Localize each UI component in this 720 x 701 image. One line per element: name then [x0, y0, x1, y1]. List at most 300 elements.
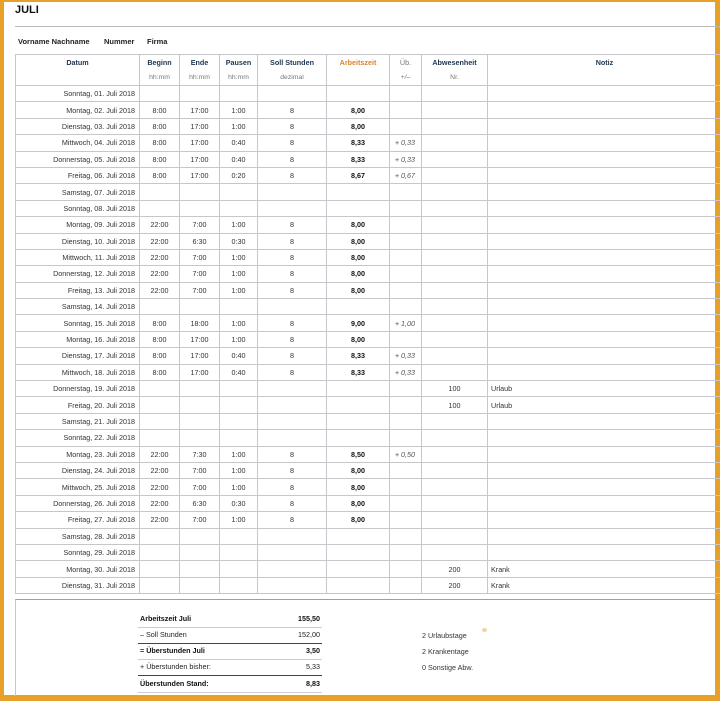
col-header-ub: Üb.	[390, 55, 422, 71]
cell-az: 8,00	[327, 249, 390, 265]
table-row	[16, 397, 720, 413]
cell-nr	[422, 151, 488, 167]
cell-soll	[258, 561, 327, 577]
cell-date: Sonntag, 01. Juli 2018	[16, 86, 140, 102]
cell-note	[488, 118, 720, 134]
cell-ub	[390, 102, 422, 118]
subheader-datum	[16, 70, 140, 86]
cell-soll	[258, 430, 327, 446]
cell-soll	[258, 381, 327, 397]
cell-az	[327, 544, 390, 560]
cell-note	[488, 364, 720, 380]
cell-ub	[390, 249, 422, 265]
cell-pause	[220, 577, 258, 593]
cell-pause: 1:00	[220, 479, 258, 495]
cell-begin: 8:00	[140, 331, 180, 347]
table-row	[16, 331, 720, 347]
cell-date: Montag, 16. Juli 2018	[16, 331, 140, 347]
cell-end: 17:00	[180, 118, 220, 134]
cell-az	[327, 200, 390, 216]
col-header-datum: Datum	[16, 55, 140, 71]
cell-nr: 100	[422, 381, 488, 397]
cell-pause: 1:00	[220, 446, 258, 462]
cell-ub	[390, 577, 422, 593]
header-row	[16, 55, 720, 71]
cell-end: 7:30	[180, 446, 220, 462]
cell-az: 8,00	[327, 331, 390, 347]
cell-nr	[422, 184, 488, 200]
cell-soll: 8	[258, 233, 327, 249]
cell-date: Dienstag, 31. Juli 2018	[16, 577, 140, 593]
cell-nr	[422, 528, 488, 544]
cell-note	[488, 151, 720, 167]
cell-end	[180, 528, 220, 544]
cell-nr	[422, 413, 488, 429]
cell-end	[180, 561, 220, 577]
cell-pause: 0:30	[220, 495, 258, 511]
cell-az	[327, 86, 390, 102]
summary-bisher-value: 5,33	[306, 662, 320, 671]
cell-end	[180, 381, 220, 397]
cell-soll: 8	[258, 446, 327, 462]
cell-nr	[422, 315, 488, 331]
cell-soll: 8	[258, 266, 327, 282]
summary-bisher-label: + Überstunden bisher:	[140, 662, 211, 671]
cell-begin	[140, 397, 180, 413]
cell-nr	[422, 512, 488, 528]
cell-soll	[258, 86, 327, 102]
cell-begin	[140, 381, 180, 397]
cell-pause: 0:40	[220, 364, 258, 380]
cell-nr	[422, 249, 488, 265]
decorative-mark	[482, 628, 487, 632]
table-row	[16, 315, 720, 331]
cell-begin: 8:00	[140, 315, 180, 331]
cell-note	[488, 86, 720, 102]
summary-ueberstunden-value: 3,50	[306, 646, 320, 655]
cell-az	[327, 528, 390, 544]
cell-begin: 22:00	[140, 495, 180, 511]
cell-begin: 22:00	[140, 446, 180, 462]
cell-begin: 8:00	[140, 102, 180, 118]
cell-nr	[422, 135, 488, 151]
cell-note: Urlaub	[488, 397, 720, 413]
title-divider	[15, 26, 720, 27]
cell-ub	[390, 299, 422, 315]
cell-pause: 1:00	[220, 266, 258, 282]
table-row	[16, 512, 720, 528]
cell-begin: 22:00	[140, 266, 180, 282]
cell-pause	[220, 413, 258, 429]
cell-nr	[422, 331, 488, 347]
subheader-abwesenheit: Nr.	[422, 70, 488, 86]
cell-az: 8,00	[327, 282, 390, 298]
cell-pause	[220, 528, 258, 544]
cell-az	[327, 299, 390, 315]
cell-soll: 8	[258, 217, 327, 233]
table-row	[16, 381, 720, 397]
cell-end	[180, 413, 220, 429]
cell-date: Montag, 09. Juli 2018	[16, 217, 140, 233]
cell-end	[180, 86, 220, 102]
table-row	[16, 86, 720, 102]
cell-date: Mittwoch, 25. Juli 2018	[16, 479, 140, 495]
cell-begin	[140, 544, 180, 560]
cell-pause: 1:00	[220, 331, 258, 347]
cell-ub	[390, 118, 422, 134]
cell-nr	[422, 167, 488, 183]
summary-divider	[138, 675, 322, 676]
cell-begin: 22:00	[140, 233, 180, 249]
table-row	[16, 184, 720, 200]
cell-soll: 8	[258, 151, 327, 167]
cell-az	[327, 561, 390, 577]
cell-soll: 8	[258, 167, 327, 183]
cell-note	[488, 462, 720, 478]
cell-az: 8,00	[327, 462, 390, 478]
cell-end: 6:30	[180, 495, 220, 511]
table-row	[16, 577, 720, 593]
absence-urlaub: 2 Urlaubstage	[422, 631, 467, 640]
cell-end	[180, 577, 220, 593]
cell-nr	[422, 233, 488, 249]
cell-begin: 8:00	[140, 118, 180, 134]
cell-az	[327, 184, 390, 200]
cell-date: Mittwoch, 04. Juli 2018	[16, 135, 140, 151]
cell-date: Dienstag, 10. Juli 2018	[16, 233, 140, 249]
col-header-soll: Soll Stunden	[258, 55, 327, 71]
timesheet-page	[4, 2, 715, 695]
cell-date: Montag, 02. Juli 2018	[16, 102, 140, 118]
cell-end: 7:00	[180, 479, 220, 495]
cell-end	[180, 200, 220, 216]
cell-note	[488, 217, 720, 233]
cell-soll: 8	[258, 462, 327, 478]
summary-divider	[138, 692, 322, 693]
cell-pause: 1:00	[220, 315, 258, 331]
cell-note	[488, 184, 720, 200]
cell-date: Mittwoch, 18. Juli 2018	[16, 364, 140, 380]
table-row	[16, 364, 720, 380]
cell-ub	[390, 282, 422, 298]
summary-stand-value: 8,83	[306, 679, 320, 688]
cell-begin	[140, 528, 180, 544]
cell-az: 8,00	[327, 118, 390, 134]
cell-note	[488, 331, 720, 347]
cell-begin: 22:00	[140, 462, 180, 478]
cell-ub	[390, 561, 422, 577]
table-row	[16, 299, 720, 315]
cell-soll	[258, 184, 327, 200]
cell-date: Dienstag, 03. Juli 2018	[16, 118, 140, 134]
cell-az: 8,33	[327, 348, 390, 364]
cell-az	[327, 381, 390, 397]
cell-note	[488, 528, 720, 544]
cell-end	[180, 397, 220, 413]
col-header-pausen: Pausen	[220, 55, 258, 71]
cell-note: Krank	[488, 561, 720, 577]
cell-begin: 8:00	[140, 364, 180, 380]
col-header-notiz: Notiz	[488, 55, 720, 71]
cell-date: Dienstag, 17. Juli 2018	[16, 348, 140, 364]
table-row	[16, 118, 720, 134]
cell-nr	[422, 102, 488, 118]
cell-end	[180, 299, 220, 315]
cell-note	[488, 446, 720, 462]
timesheet-table	[15, 54, 720, 594]
cell-soll	[258, 397, 327, 413]
cell-note	[488, 233, 720, 249]
cell-note	[488, 266, 720, 282]
cell-date: Freitag, 27. Juli 2018	[16, 512, 140, 528]
cell-ub	[390, 381, 422, 397]
cell-note	[488, 430, 720, 446]
cell-date: Freitag, 13. Juli 2018	[16, 282, 140, 298]
cell-az: 8,00	[327, 233, 390, 249]
absence-krank: 2 Krankentage	[422, 647, 469, 656]
cell-date: Sonntag, 08. Juli 2018	[16, 200, 140, 216]
cell-note	[488, 135, 720, 151]
cell-begin	[140, 577, 180, 593]
cell-pause	[220, 397, 258, 413]
cell-az: 8,00	[327, 266, 390, 282]
cell-ub	[390, 266, 422, 282]
cell-nr	[422, 86, 488, 102]
summary-soll-label: – Soll Stunden	[140, 630, 187, 639]
cell-nr	[422, 364, 488, 380]
cell-nr: 200	[422, 561, 488, 577]
cell-ub	[390, 184, 422, 200]
cell-note	[488, 413, 720, 429]
cell-nr	[422, 544, 488, 560]
cell-ub	[390, 331, 422, 347]
cell-begin: 22:00	[140, 249, 180, 265]
cell-note: Krank	[488, 577, 720, 593]
cell-soll: 8	[258, 135, 327, 151]
summary-arbeitszeit-label: Arbeitszeit Juli	[140, 614, 192, 623]
cell-begin	[140, 561, 180, 577]
cell-nr	[422, 430, 488, 446]
cell-date: Samstag, 28. Juli 2018	[16, 528, 140, 544]
cell-end: 6:30	[180, 233, 220, 249]
cell-soll: 8	[258, 249, 327, 265]
cell-date: Montag, 30. Juli 2018	[16, 561, 140, 577]
cell-ub	[390, 397, 422, 413]
col-header-ende: Ende	[180, 55, 220, 71]
cell-ub	[390, 86, 422, 102]
col-header-abwesenheit: Abwesenheit	[422, 55, 488, 71]
cell-begin: 8:00	[140, 151, 180, 167]
cell-nr: 100	[422, 397, 488, 413]
cell-az: 8,33	[327, 135, 390, 151]
cell-soll: 8	[258, 282, 327, 298]
cell-ub	[390, 479, 422, 495]
summary-section	[15, 599, 720, 696]
cell-note	[488, 249, 720, 265]
summary-arbeitszeit	[138, 612, 322, 626]
table-row	[16, 217, 720, 233]
cell-soll: 8	[258, 348, 327, 364]
cell-note	[488, 299, 720, 315]
cell-ub	[390, 233, 422, 249]
cell-soll	[258, 413, 327, 429]
cell-nr	[422, 462, 488, 478]
number-label: Nummer	[104, 37, 135, 46]
cell-pause: 1:00	[220, 217, 258, 233]
cell-az: 8,00	[327, 495, 390, 511]
subheader-notiz	[488, 70, 720, 86]
cell-pause	[220, 561, 258, 577]
table-row	[16, 200, 720, 216]
cell-az: 9,00	[327, 315, 390, 331]
cell-ub: + 0,67	[390, 167, 422, 183]
cell-pause	[220, 299, 258, 315]
cell-nr	[422, 282, 488, 298]
subheader-beginn: hh:mm	[140, 70, 180, 86]
col-header-arbeitszeit: Arbeitszeit	[327, 55, 390, 71]
cell-date: Donnerstag, 19. Juli 2018	[16, 381, 140, 397]
table-row	[16, 430, 720, 446]
cell-soll	[258, 299, 327, 315]
subheader-soll: dezimal	[258, 70, 327, 86]
cell-ub	[390, 528, 422, 544]
cell-end: 17:00	[180, 331, 220, 347]
cell-begin: 8:00	[140, 135, 180, 151]
table-row	[16, 167, 720, 183]
cell-end	[180, 430, 220, 446]
cell-begin: 22:00	[140, 217, 180, 233]
cell-note	[488, 348, 720, 364]
cell-begin	[140, 86, 180, 102]
cell-date: Dienstag, 24. Juli 2018	[16, 462, 140, 478]
company-label: Firma	[147, 37, 168, 46]
cell-date: Freitag, 20. Juli 2018	[16, 397, 140, 413]
cell-pause: 0:20	[220, 167, 258, 183]
table-row	[16, 266, 720, 282]
cell-ub	[390, 495, 422, 511]
cell-end: 7:00	[180, 462, 220, 478]
cell-ub	[390, 430, 422, 446]
cell-ub: + 1,00	[390, 315, 422, 331]
cell-note	[488, 315, 720, 331]
cell-note	[488, 495, 720, 511]
table-row	[16, 446, 720, 462]
table-row	[16, 544, 720, 560]
cell-note	[488, 544, 720, 560]
cell-date: Sonntag, 15. Juli 2018	[16, 315, 140, 331]
cell-ub: + 0,33	[390, 135, 422, 151]
cell-az: 8,00	[327, 479, 390, 495]
subheader-ub: +/–	[390, 70, 422, 86]
cell-note: Urlaub	[488, 381, 720, 397]
cell-soll	[258, 528, 327, 544]
cell-az: 8,33	[327, 364, 390, 380]
cell-soll: 8	[258, 512, 327, 528]
summary-ueberstunden	[138, 644, 322, 658]
cell-az	[327, 430, 390, 446]
cell-date: Samstag, 07. Juli 2018	[16, 184, 140, 200]
cell-begin: 22:00	[140, 512, 180, 528]
cell-date: Donnerstag, 12. Juli 2018	[16, 266, 140, 282]
cell-date: Sonntag, 22. Juli 2018	[16, 430, 140, 446]
cell-ub: + 0,50	[390, 446, 422, 462]
cell-end	[180, 544, 220, 560]
cell-begin	[140, 413, 180, 429]
cell-date: Samstag, 14. Juli 2018	[16, 299, 140, 315]
cell-date: Montag, 23. Juli 2018	[16, 446, 140, 462]
absence-sonstige: 0 Sonstige Abw.	[422, 663, 474, 672]
cell-pause	[220, 86, 258, 102]
cell-date: Donnerstag, 26. Juli 2018	[16, 495, 140, 511]
cell-az: 8,33	[327, 151, 390, 167]
summary-soll-value: 152,00	[298, 630, 320, 639]
subheader-pausen: hh:mm	[220, 70, 258, 86]
cell-end: 17:00	[180, 348, 220, 364]
summary-stand	[138, 677, 322, 691]
cell-soll: 8	[258, 495, 327, 511]
cell-nr	[422, 495, 488, 511]
cell-nr	[422, 266, 488, 282]
cell-end: 7:00	[180, 217, 220, 233]
cell-end: 7:00	[180, 249, 220, 265]
cell-pause: 1:00	[220, 512, 258, 528]
cell-end: 17:00	[180, 102, 220, 118]
summary-arbeitszeit-value: 155,50	[298, 614, 320, 623]
cell-note	[488, 200, 720, 216]
table-row	[16, 102, 720, 118]
col-header-beginn: Beginn	[140, 55, 180, 71]
cell-end: 18:00	[180, 315, 220, 331]
cell-nr	[422, 217, 488, 233]
summary-stand-label: Überstunden Stand:	[140, 679, 209, 688]
cell-end: 17:00	[180, 364, 220, 380]
cell-end: 7:00	[180, 282, 220, 298]
subheader-row	[16, 70, 720, 86]
cell-pause: 0:40	[220, 348, 258, 364]
cell-ub: + 0,33	[390, 364, 422, 380]
cell-end: 7:00	[180, 512, 220, 528]
cell-begin	[140, 184, 180, 200]
cell-pause	[220, 430, 258, 446]
cell-ub	[390, 200, 422, 216]
cell-note	[488, 479, 720, 495]
cell-date: Mittwoch, 11. Juli 2018	[16, 249, 140, 265]
cell-date: Donnerstag, 05. Juli 2018	[16, 151, 140, 167]
cell-nr	[422, 446, 488, 462]
cell-pause: 0:40	[220, 135, 258, 151]
subheader-arbeitszeit	[327, 70, 390, 86]
cell-soll	[258, 577, 327, 593]
cell-pause: 1:00	[220, 118, 258, 134]
page-title: JULI	[15, 4, 39, 16]
cell-az: 8,00	[327, 217, 390, 233]
cell-note	[488, 512, 720, 528]
cell-end: 17:00	[180, 135, 220, 151]
cell-nr	[422, 348, 488, 364]
cell-soll	[258, 200, 327, 216]
cell-begin	[140, 299, 180, 315]
cell-ub	[390, 462, 422, 478]
cell-az: 8,50	[327, 446, 390, 462]
cell-az: 8,67	[327, 167, 390, 183]
table-row	[16, 348, 720, 364]
cell-ub	[390, 413, 422, 429]
table-row	[16, 413, 720, 429]
cell-date: Freitag, 06. Juli 2018	[16, 167, 140, 183]
cell-pause: 1:00	[220, 102, 258, 118]
summary-bisher	[138, 660, 322, 674]
cell-end: 17:00	[180, 167, 220, 183]
